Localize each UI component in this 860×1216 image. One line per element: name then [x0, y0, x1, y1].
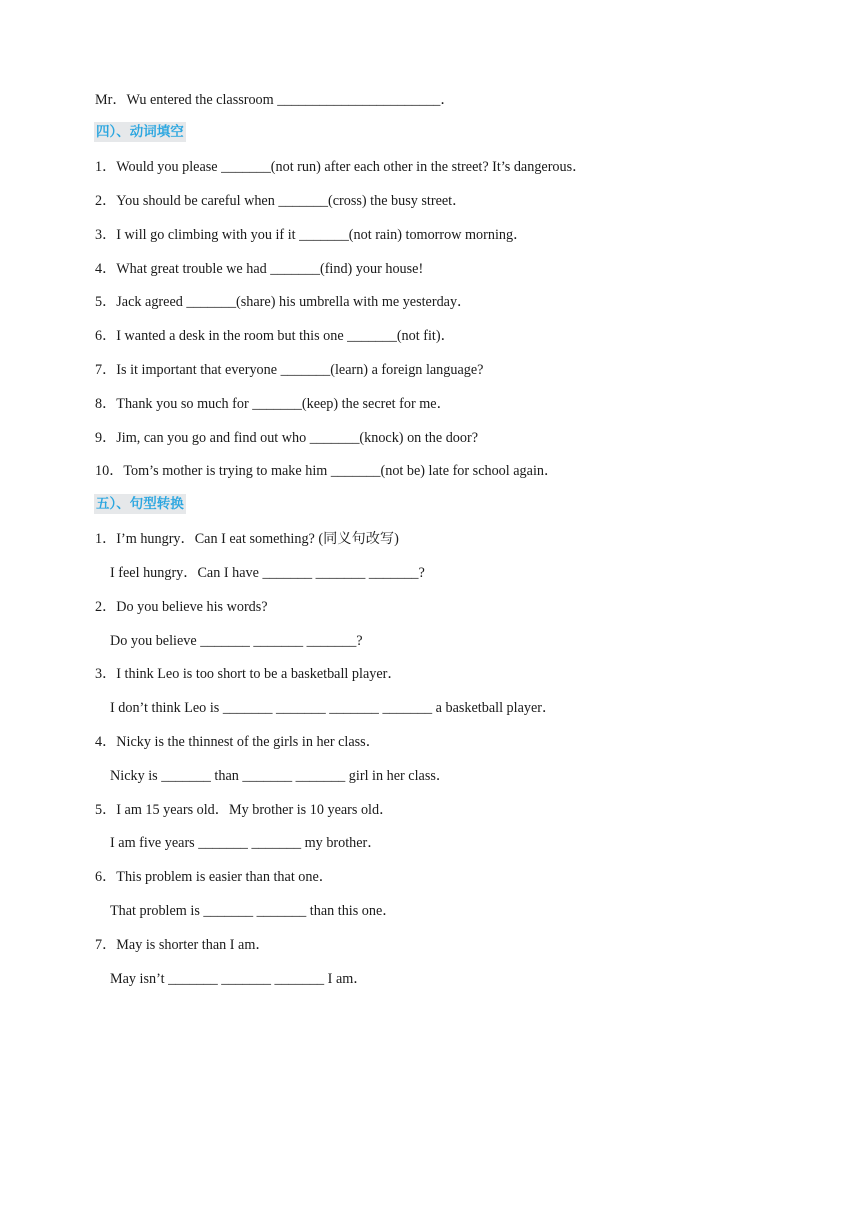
transform-answer-6: That problem is _______ _______ than this one． [110, 903, 397, 919]
verb-question-6: 6．I wanted a desk in the room but this one _______(not fit)． [95, 328, 455, 344]
transform-question-5: 5．I am 15 years old．My brother is 10 years old． [95, 802, 394, 818]
transform-question-4: 4．Nicky is the thinnest of the girls in her class． [95, 734, 380, 750]
verb-question-5: 5．Jack agreed _______(share) his umbrella with me yesterday． [95, 294, 472, 310]
verb-question-1: 1．Would you please _______(not run) after each other in the street? It’s dangerous． [95, 159, 587, 175]
transform-question-3: 3．I think Leo is too short to be a basketball player． [95, 666, 402, 682]
verb-question-3: 3．I will go climbing with you if it _______(not rain) tomorrow morning． [95, 227, 528, 243]
transform-question-6: 6．This problem is easier than that one． [95, 869, 333, 885]
transform-question-2: 2．Do you believe his words? [95, 599, 268, 615]
section-heading-verb-fill: 四）、动词填空 [96, 124, 184, 140]
verb-question-10: 10．Tom’s mother is trying to make him _______(not be) late for school again． [95, 463, 559, 479]
verb-question-8: 8．Thank you so much for _______(keep) the secret for me． [95, 396, 451, 412]
transform-answer-5: I am five years _______ _______ my brother． [110, 835, 382, 851]
transform-answer-7: May isn’t _______ _______ _______ I am． [110, 971, 368, 987]
verb-question-4: 4．What great trouble we had _______(find) your house! [95, 261, 424, 277]
intro-question: Mr．Wu entered the classroom _______________________． [95, 92, 455, 108]
verb-question-2: 2．You should be careful when _______(cross) the busy street． [95, 193, 467, 209]
transform-answer-4: Nicky is _______ than _______ _______ girl in her class． [110, 768, 451, 784]
verb-question-9: 9．Jim, can you go and find out who _______(knock) on the door? [95, 430, 479, 446]
transform-answer-1: I feel hungry．Can I have _______ _______ _______? [110, 565, 425, 581]
transform-question-7: 7．May is shorter than I am． [95, 937, 270, 953]
transform-answer-2: Do you believe _______ _______ _______? [110, 633, 363, 649]
verb-question-7: 7．Is it important that everyone _______(learn) a foreign language? [95, 362, 484, 378]
transform-answer-3: I don’t think Leo is _______ _______ _______ _______ a basketball player． [110, 700, 557, 716]
section-heading-sentence-transform: 五）、句型转换 [96, 496, 184, 512]
transform-question-1: 1．I’m hungry．Can I eat something? (同义句改写) [95, 531, 399, 547]
